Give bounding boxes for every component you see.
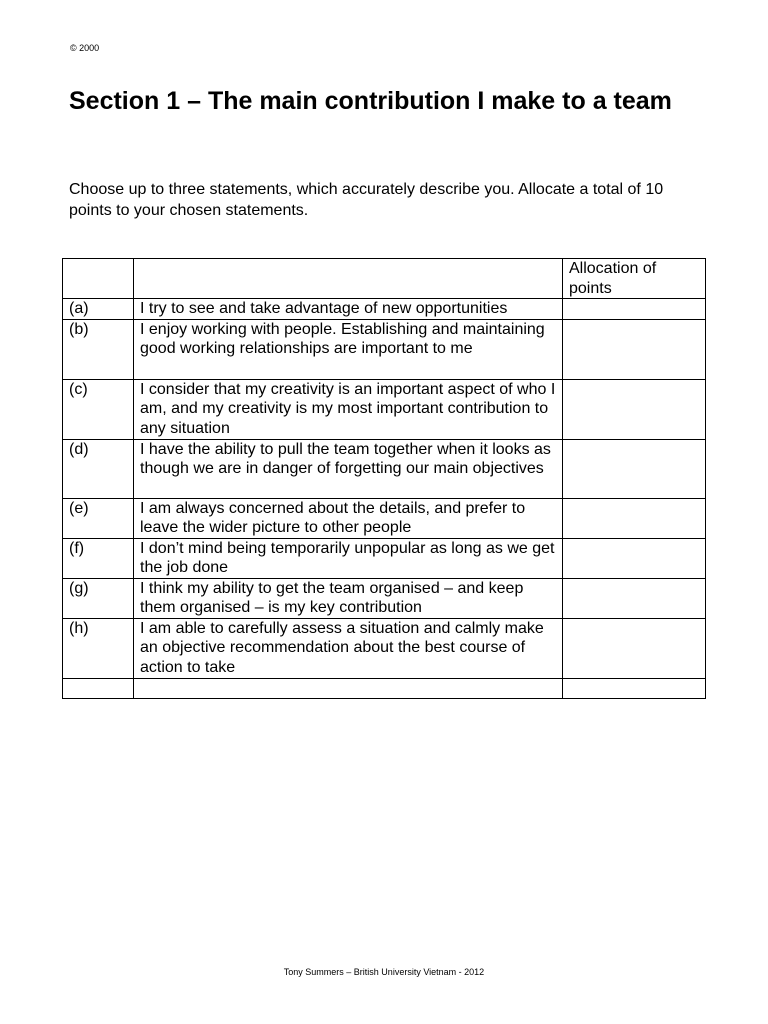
table-header-row xyxy=(63,259,706,299)
statements-table xyxy=(62,258,706,699)
header-allocation-cell: Allocation of points xyxy=(563,259,706,299)
row-letter-cell: (d) xyxy=(63,439,134,498)
row-statement-cell: I don’t mind being temporarily unpopular as long as we get the job done xyxy=(134,538,563,578)
row-statement-cell: I think my ability to get the team organised – and keep them organised – is my key contribution xyxy=(134,578,563,618)
row-points-cell[interactable] xyxy=(563,379,706,439)
row-statement-cell: I enjoy working with people. Establishing and maintaining good working relationships are important to me xyxy=(134,319,563,379)
row-letter-cell: (h) xyxy=(63,618,134,678)
row-points-cell[interactable] xyxy=(563,578,706,618)
row-letter-cell: (e) xyxy=(63,498,134,538)
row-statement-cell: I try to see and take advantage of new opportunities xyxy=(134,299,563,320)
table-row xyxy=(63,319,706,379)
table-row xyxy=(63,538,706,578)
table-row xyxy=(63,439,706,498)
row-points-cell[interactable] xyxy=(563,618,706,678)
page-footer: Tony Summers – British University Vietnam - 2012 xyxy=(283,967,485,977)
instructions-text: Choose up to three statements, which accurately describe you. Allocate a total of 10 points to your chosen statements. xyxy=(69,181,664,219)
copyright-notice: © 2000 xyxy=(70,43,100,53)
row-points-cell[interactable] xyxy=(563,299,706,320)
row-letter-cell: (g) xyxy=(63,578,134,618)
row-letter-cell: (f) xyxy=(63,538,134,578)
table-row xyxy=(63,498,706,538)
header-letter-cell xyxy=(63,259,134,299)
row-letter-cell xyxy=(63,678,134,698)
row-points-cell[interactable] xyxy=(563,319,706,379)
row-points-cell[interactable] xyxy=(563,538,706,578)
row-points-cell[interactable] xyxy=(563,439,706,498)
table-row xyxy=(63,578,706,618)
row-statement-cell: I am able to carefully assess a situation and calmly make an objective recommendation about the best course of action to take xyxy=(134,618,563,678)
page-title: Section 1 – The main contribution I make to a team xyxy=(69,87,672,115)
row-statement-cell xyxy=(134,678,563,698)
row-letter-cell: (c) xyxy=(63,379,134,439)
row-statement-cell: I have the ability to pull the team together when it looks as though we are in danger of forgetting our main objectives xyxy=(134,439,563,498)
header-statement-cell xyxy=(134,259,563,299)
row-statement-cell: I am always concerned about the details, and prefer to leave the wider picture to other people xyxy=(134,498,563,538)
table-row xyxy=(63,678,706,698)
row-statement-cell: I consider that my creativity is an important aspect of who I am, and my creativity is my most important contribution to any situation xyxy=(134,379,563,439)
row-points-cell[interactable] xyxy=(563,498,706,538)
table-row xyxy=(63,379,706,439)
row-letter-cell: (a) xyxy=(63,299,134,320)
table-row xyxy=(63,618,706,678)
row-letter-cell: (b) xyxy=(63,319,134,379)
table-row xyxy=(63,299,706,320)
row-points-cell[interactable] xyxy=(563,678,706,698)
